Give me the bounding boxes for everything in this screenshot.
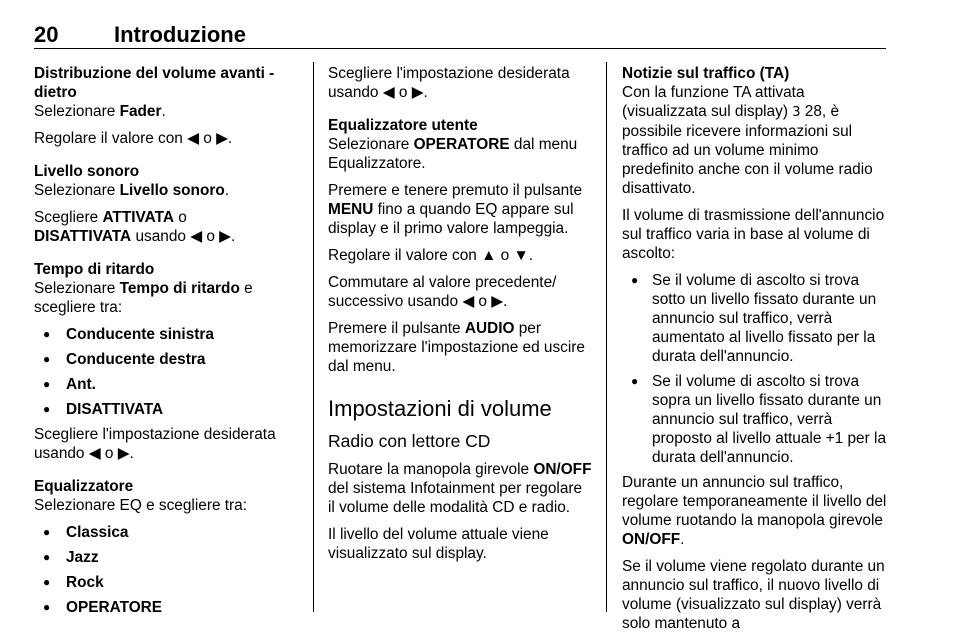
text: fino a quando EQ appare sul display e il primo valore lampeggia. bbox=[328, 201, 574, 237]
condition-list bbox=[622, 271, 888, 467]
paragraph: Regolare il valore con ◀ o ▶. bbox=[34, 130, 233, 147]
text: Durante un annuncio sul traffico, regolare temporaneamente il livello del volume ruotando la manopola girevole bbox=[622, 474, 887, 529]
paragraph: Il volume di trasmissione dell'annuncio sul traffico varia in base al volume di ascolto: bbox=[622, 207, 885, 262]
section-heading: Equalizzatore bbox=[34, 478, 134, 495]
section-heading: Distribuzione del volume avanti - dietro bbox=[34, 65, 275, 101]
list-item: ● Jazz bbox=[34, 548, 296, 567]
list-item: ● Classica bbox=[34, 523, 296, 542]
list-item: ● OPERATORE bbox=[34, 598, 296, 617]
list-item: ● Conducente destra bbox=[34, 350, 296, 369]
text: Premere il pulsante bbox=[328, 320, 465, 337]
list-item: ● Ant. bbox=[34, 375, 296, 394]
menu-term: Fader bbox=[119, 103, 162, 120]
list-item: ● DISATTIVATA bbox=[34, 400, 296, 419]
text: Con la funzione TA attivata (visualizzata sul display) bbox=[622, 84, 805, 120]
button-term: ON/OFF bbox=[533, 461, 592, 478]
paragraph bbox=[328, 319, 593, 376]
text: . bbox=[161, 103, 166, 120]
option-list bbox=[34, 523, 296, 617]
text: Scegliere bbox=[34, 209, 103, 226]
column-1 bbox=[34, 64, 296, 623]
section-equalizzatore bbox=[34, 477, 296, 617]
paragraph: Il livello del volume attuale viene visualizzato sul display. bbox=[328, 526, 549, 562]
paragraph bbox=[328, 135, 593, 173]
text: Selezionare bbox=[34, 103, 120, 120]
section-heading: Equalizzatore utente bbox=[328, 117, 478, 134]
text: Premere e tenere premuto il pulsante bbox=[328, 182, 583, 199]
page-reference-icon: 3 bbox=[792, 105, 801, 120]
text: e scegliere tra: bbox=[34, 280, 253, 316]
section-heading: Livello sonoro bbox=[34, 163, 140, 180]
section-fader bbox=[34, 64, 296, 148]
paragraph bbox=[34, 181, 296, 200]
text: Ruotare la manopola girevole bbox=[328, 461, 534, 478]
column-3 bbox=[622, 64, 888, 641]
paragraph: Scegliere l'impostazione desiderata usando ◀ o ▶. bbox=[34, 426, 276, 462]
paragraph bbox=[622, 473, 888, 549]
section-tempo-di-ritardo bbox=[34, 260, 296, 463]
menu-term: DISATTIVATA bbox=[34, 228, 132, 245]
chapter-heading: Impostazioni di volume bbox=[328, 396, 552, 421]
menu-term: Livello sonoro bbox=[119, 182, 225, 199]
text: dal menu Equalizzatore. bbox=[328, 136, 578, 172]
menu-term: OPERATORE bbox=[413, 136, 510, 153]
paragraph: Se il volume viene regolato durante un annuncio sul traffico, il nuovo livello di volume (visualizzato sul display) verrà solo mantenuto a bbox=[622, 558, 885, 632]
paragraph bbox=[328, 460, 593, 517]
column-divider bbox=[313, 62, 314, 612]
header-rule bbox=[34, 48, 886, 49]
text: usando ◀ o ▶. bbox=[131, 228, 236, 245]
menu-term: ATTIVATA bbox=[102, 209, 174, 226]
text: del sistema Infotainment per regolare il volume delle modalità CD e radio. bbox=[328, 480, 583, 516]
column-2 bbox=[328, 64, 593, 571]
section-livello-sonoro bbox=[34, 162, 296, 246]
section-heading: Tempo di ritardo bbox=[34, 261, 155, 278]
page-number: 20 bbox=[34, 22, 59, 47]
paragraph bbox=[622, 83, 888, 198]
text: Selezionare bbox=[34, 280, 120, 297]
menu-term: Tempo di ritardo bbox=[119, 280, 240, 297]
column-divider bbox=[606, 62, 607, 612]
list-item: ● Rock bbox=[34, 573, 296, 592]
paragraph: Scegliere l'impostazione desiderata usando ◀ o ▶. bbox=[328, 65, 570, 101]
paragraph bbox=[34, 102, 296, 121]
button-term: ON/OFF bbox=[622, 531, 681, 548]
subsection-heading: Radio con lettore CD bbox=[328, 431, 491, 451]
text: . bbox=[680, 531, 685, 548]
paragraph bbox=[328, 181, 593, 238]
button-term: AUDIO bbox=[464, 320, 515, 337]
page-title: Introduzione bbox=[114, 22, 246, 47]
text: Selezionare bbox=[34, 182, 120, 199]
section-equalizzatore-utente bbox=[328, 116, 593, 376]
list-item: ● Se il volume di ascolto si trova sotto un livello fissato durante un annuncio sul traffico, verrà aumentato al livello fissato per la durata dell'annuncio. bbox=[622, 271, 888, 366]
section-heading: Notizie sul traffico (TA) bbox=[622, 65, 790, 82]
text: per memorizzare l'impostazione ed uscire dal menu. bbox=[328, 320, 585, 375]
list-item: ● Se il volume di ascolto si trova sopra un livello fissato durante un annuncio sul traffico, verrà proposto al livello attuale +1 per la durata dell'annuncio. bbox=[622, 372, 888, 467]
paragraph bbox=[34, 208, 296, 246]
button-term: MENU bbox=[328, 201, 374, 218]
text: o bbox=[173, 209, 187, 226]
text: . bbox=[224, 182, 230, 199]
paragraph bbox=[34, 279, 296, 317]
page-header bbox=[34, 0, 886, 50]
paragraph: Commutare al valore precedente/ successivo usando ◀ o ▶. bbox=[328, 274, 557, 310]
paragraph: Regolare il valore con ▲ o ▼. bbox=[328, 247, 533, 264]
paragraph: Selezionare EQ e scegliere tra: bbox=[34, 497, 248, 514]
list-item: ● Conducente sinistra bbox=[34, 325, 296, 344]
text: 28, è possibile ricevere informazioni sul traffico ad un volume minimo predefinito anche con il volume radio disattivato. bbox=[622, 103, 873, 197]
option-list bbox=[34, 325, 296, 419]
text: Selezionare bbox=[328, 136, 414, 153]
